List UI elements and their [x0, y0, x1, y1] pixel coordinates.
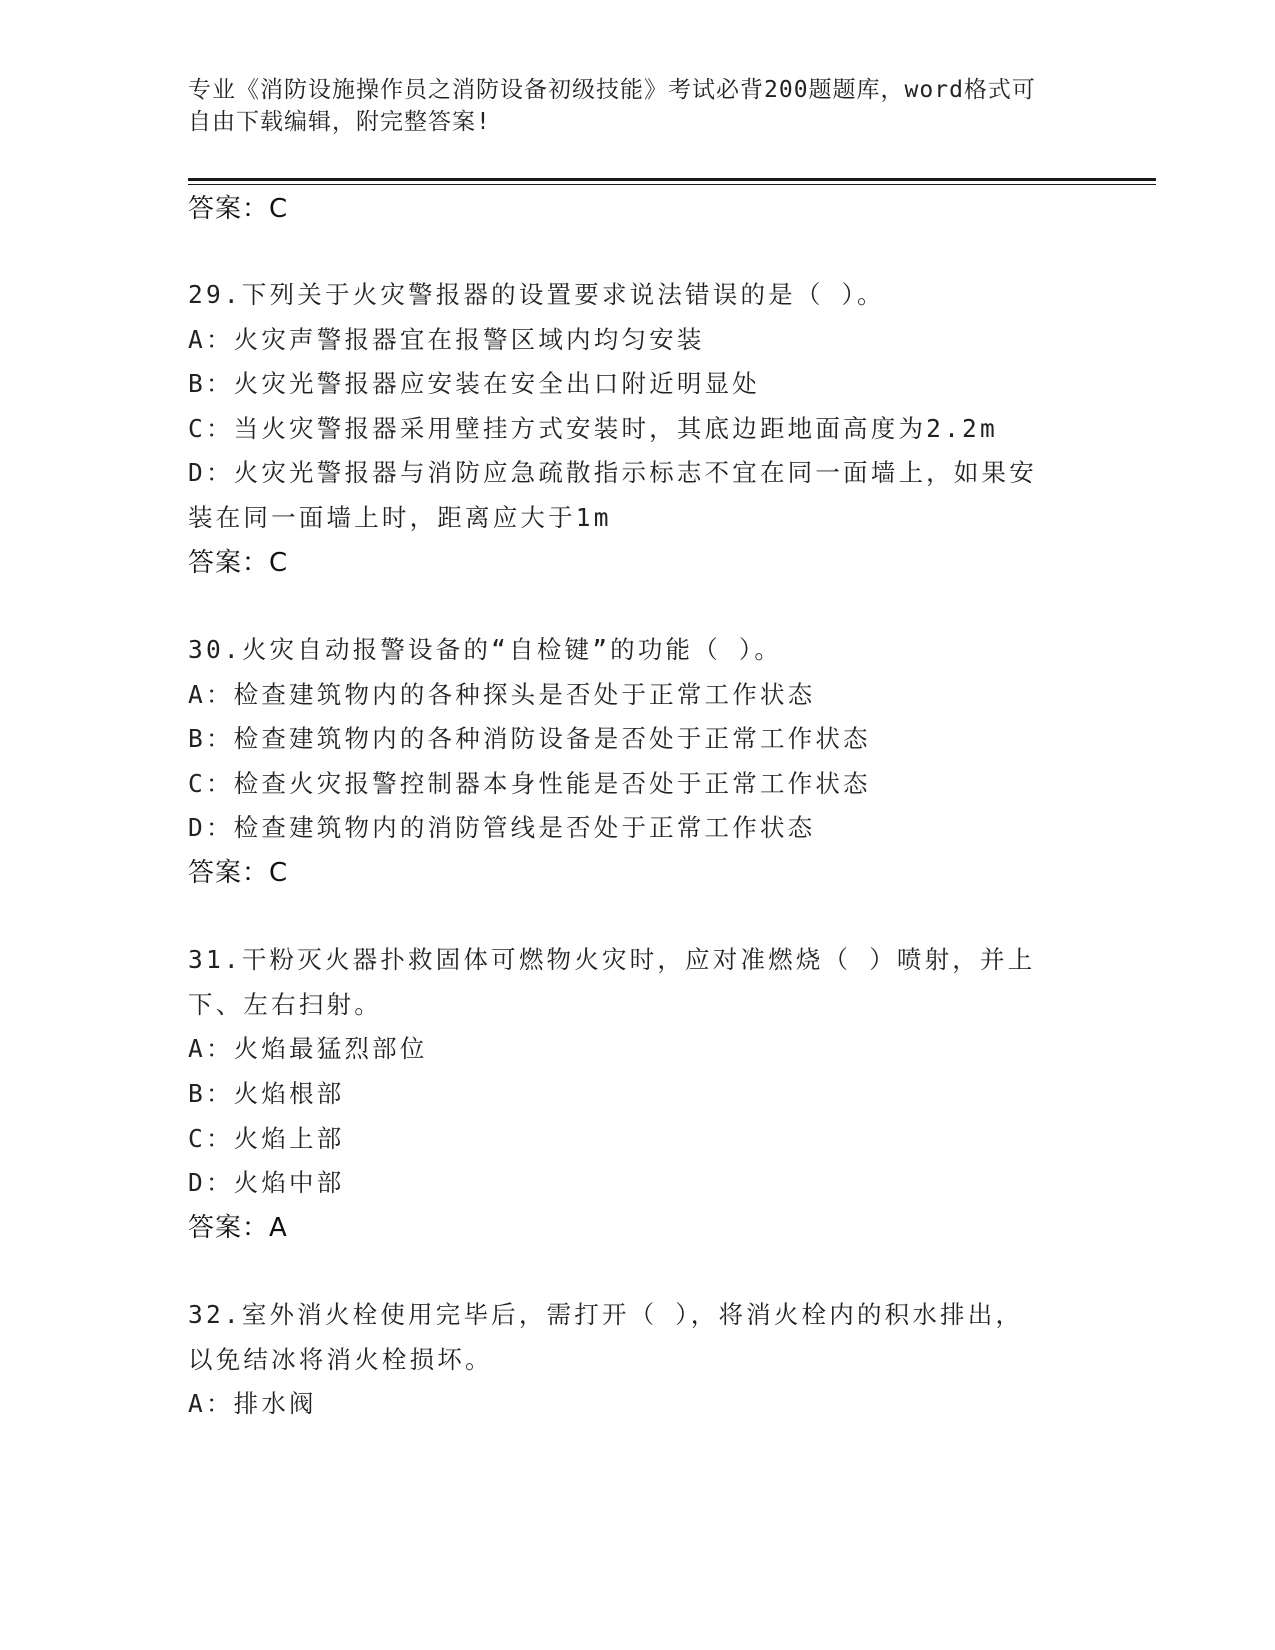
question-29-option-a: A：火灾声警报器宜在报警区域内均匀安装 [188, 325, 705, 354]
question-30-answer: 答案：C [188, 858, 289, 888]
question-31-stem-cont: 下、左右扫射。 [188, 990, 382, 1019]
question-30-option-b: B：检查建筑物内的各种消防设备是否处于正常工作状态 [188, 724, 871, 753]
question-31-option-d: D：火焰中部 [188, 1168, 345, 1197]
question-31-option-c: C：火焰上部 [188, 1124, 345, 1153]
question-29-option-b: B：火灾光警报器应安装在安全出口附近明显处 [188, 369, 760, 398]
question-31-option-a: A：火焰最猛烈部位 [188, 1034, 428, 1063]
question-30-option-a: A：检查建筑物内的各种探头是否处于正常工作状态 [188, 680, 816, 709]
question-31-stem: 31.干粉灭火器扑救固体可燃物火灾时，应对准燃烧（ ）喷射，并上 [188, 945, 1036, 974]
question-30-option-d: D：检查建筑物内的消防管线是否处于正常工作状态 [188, 813, 816, 842]
document-header [188, 74, 1088, 138]
question-29-option-c: C：当火灾警报器采用壁挂方式安装时，其底边距地面高度为2.2m [188, 414, 998, 443]
question-29-option-d: D：火灾光警报器与消防应急疏散指示标志不宜在同一面墙上，如果安 [188, 458, 1037, 487]
question-29-stem: 29.下列关于火灾警报器的设置要求说法错误的是（ ）。 [188, 280, 885, 309]
question-30-stem: 30.火灾自动报警设备的“自检键”的功能（ ）。 [188, 635, 783, 664]
header-rule-thick [188, 178, 1156, 181]
question-31-option-b: B：火焰根部 [188, 1079, 345, 1108]
question-29-answer: 答案：C [188, 548, 289, 578]
question-32-stem: 32.室外消火栓使用完毕后，需打开（ ），将消火栓内的积水排出， [188, 1300, 1024, 1329]
question-29-option-d-cont: 装在同一面墙上时，距离应大于1m [188, 503, 612, 532]
question-31-answer: 答案：A [188, 1213, 288, 1243]
question-30-option-c: C：检查火灾报警控制器本身性能是否处于正常工作状态 [188, 769, 871, 798]
answer-prev: 答案：C [188, 194, 289, 224]
header-rule-thin [188, 184, 1156, 185]
question-32-option-a: A：排水阀 [188, 1389, 317, 1418]
header-line-1: 专业《消防设施操作员之消防设备初级技能》考试必背200题题库，word格式可 [188, 77, 1036, 103]
question-32-stem-cont: 以免结冰将消火栓损坏。 [188, 1345, 493, 1374]
header-line-2: 自由下载编辑，附完整答案! [188, 109, 491, 135]
